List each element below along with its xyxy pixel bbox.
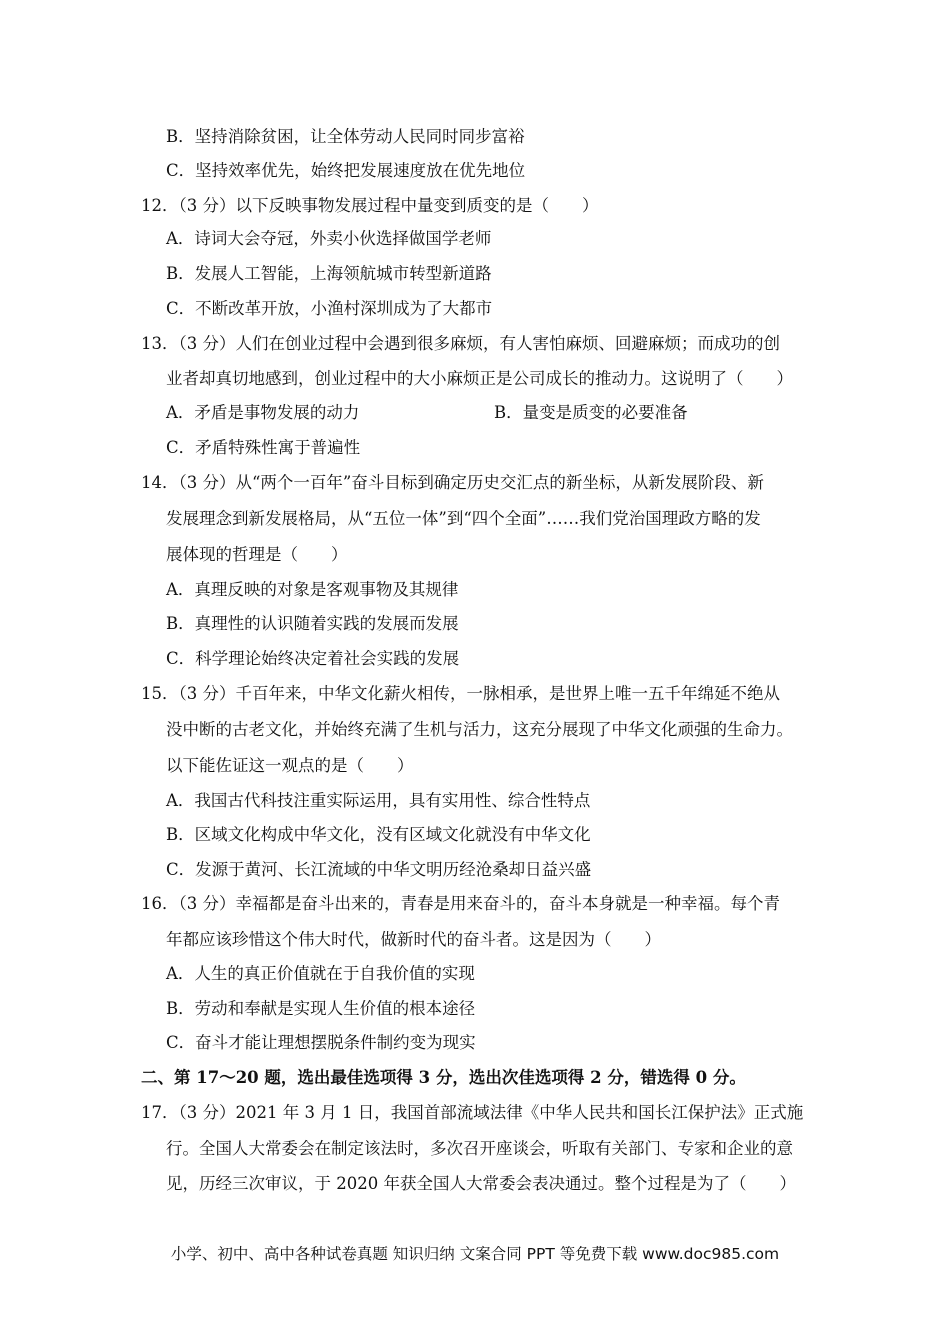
- q12-option-b: B．发展人工智能，上海领航城市转型新道路: [166, 264, 492, 283]
- q14-option-b: B．真理性的认识随着实践的发展而发展: [166, 614, 459, 633]
- q16-stem-line1: 16．（3 分）幸福都是奋斗出来的，青春是用来奋斗的，奋斗本身就是一种幸福。每个青: [141, 894, 780, 913]
- q15-option-a: A．我国古代科技注重实际运用，具有实用性、综合性特点: [166, 791, 591, 810]
- q15-option-c: C．发源于黄河、长江流域的中华文明历经沧桑却日益兴盛: [166, 860, 592, 879]
- q14-stem-line1: 14．（3 分）从“两个一百年”奋斗目标到确定历史交汇点的新坐标，从新发展阶段、新: [141, 473, 764, 492]
- q11-option-b: B．坚持消除贫困，让全体劳动人民同时同步富裕: [166, 127, 525, 146]
- section-2-heading: 二、第 17～20 题，选出最佳选项得 3 分，选出次佳选项得 2 分，错选得 0 分。: [141, 1068, 746, 1087]
- q14-option-a: A．真理反映的对象是客观事物及其规律: [166, 580, 459, 599]
- q12-option-c: C．不断改革开放，小渔村深圳成为了大都市: [166, 299, 493, 318]
- q17-stem-line3: 见，历经三次审议，于 2020 年获全国人大常委会表决通过。整个过程是为了（ ）: [166, 1174, 796, 1193]
- q14-stem-line2: 发展理念到新发展格局，从“五位一体”到“四个全面”……我们党治国理政方略的发: [166, 509, 761, 528]
- q12-option-a: A．诗词大会夺冠，外卖小伙选择做国学老师: [166, 229, 492, 248]
- q13-stem-line1: 13．（3 分）人们在创业过程中会遇到很多麻烦，有人害怕麻烦、回避麻烦；而成功的创: [141, 334, 780, 353]
- q13-option-b: B．量变是质变的必要准备: [494, 403, 688, 422]
- q13-stem-line2: 业者却真切地感到，创业过程中的大小麻烦正是公司成长的推动力。这说明了（ ）: [166, 369, 793, 388]
- q16-stem-line2: 年都应该珍惜这个伟大时代，做新时代的奋斗者。这是因为（ ）: [166, 930, 661, 949]
- q16-option-a: A．人生的真正价值就在于自我价值的实现: [166, 964, 475, 983]
- q15-stem-line3: 以下能佐证这一观点的是（ ）: [166, 756, 414, 775]
- q16-option-c: C．奋斗才能让理想摆脱条件制约变为现实: [166, 1033, 476, 1052]
- q15-option-b: B．区域文化构成中华文化，没有区域文化就没有中华文化: [166, 825, 591, 844]
- q16-option-b: B．劳动和奉献是实现人生价值的根本途径: [166, 999, 476, 1018]
- q15-stem-line1: 15．（3 分）千百年来，中华文化薪火相传，一脉相承，是世界上唯一五千年绵延不绝从: [141, 684, 780, 703]
- q17-stem-line1: 17．（3 分）2021 年 3 月 1 日，我国首部流域法律《中华人民共和国长江保护法》正式施: [141, 1103, 804, 1122]
- q14-option-c: C．科学理论始终决定着社会实践的发展: [166, 649, 460, 668]
- q13-option-a: A．矛盾是事物发展的动力: [166, 403, 360, 422]
- q17-stem-line2: 行。全国人大常委会在制定该法时，多次召开座谈会，听取有关部门、专家和企业的意: [166, 1139, 793, 1158]
- q15-stem-line2: 没中断的古老文化，并始终充满了生机与活力，这充分展现了中华文化顽强的生命力。: [166, 720, 793, 739]
- page-footer: 小学、初中、高中各种试卷真题 知识归纳 文案合同 PPT 等免费下载 www.doc985.com: [170, 1245, 780, 1263]
- q14-stem-line3: 展体现的哲理是（ ）: [166, 545, 348, 564]
- q12-stem: 12．（3 分）以下反映事物发展过程中量变到质变的是（ ）: [141, 196, 599, 215]
- q13-option-c: C．矛盾特殊性寓于普遍性: [166, 438, 361, 457]
- q11-option-c: C．坚持效率优先，始终把发展速度放在优先地位: [166, 161, 526, 180]
